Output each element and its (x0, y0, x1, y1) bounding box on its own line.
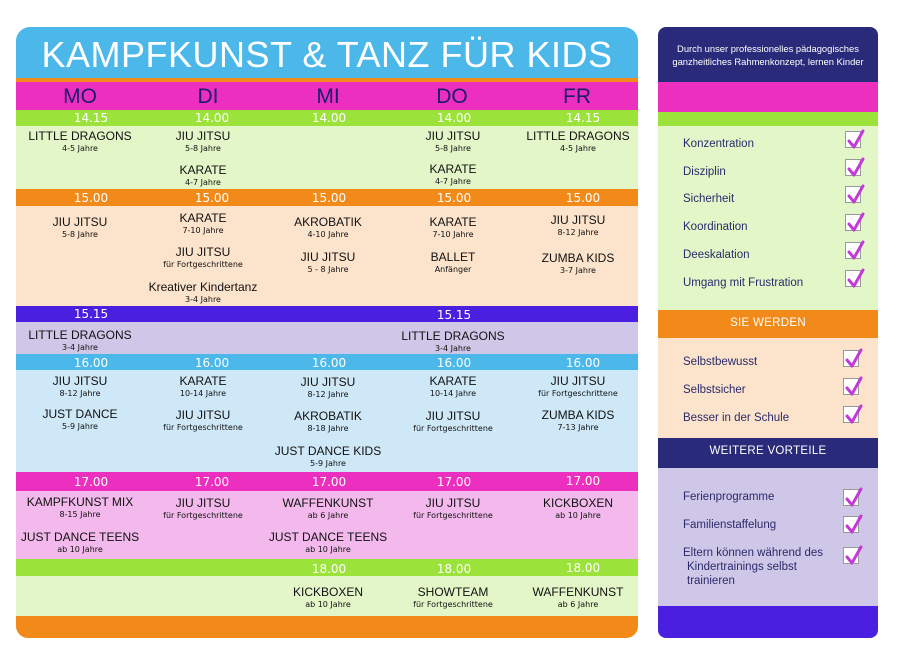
learn-item: Konzentration (683, 138, 754, 150)
check-icon (845, 270, 861, 287)
title-banner (16, 27, 638, 78)
check-icon (845, 242, 861, 259)
check-icon (843, 516, 859, 533)
time-band-17 (16, 472, 638, 491)
time-label: 17.00 (565, 474, 601, 488)
sidebar-footer-bar (658, 606, 878, 638)
class-entry: JIU JITSU 8-12 Jahre (52, 374, 108, 398)
time-label: 16.00 (311, 356, 347, 370)
time-label: 16.00 (73, 356, 109, 370)
become-item: Selbstsicher (683, 384, 746, 396)
class-entry: JIU JITSU für Fortgeschrittene (538, 374, 618, 398)
sidebar-intro: Durch unser professionelles pädagogisches ganzheitliches Rahmenkonzept, lernen Kinder (672, 43, 864, 67)
benefit-item: Eltern können während des Kindertrainings selbst trainieren (683, 547, 824, 587)
class-entry: Kreativer Kindertanz 3-4 Jahre (148, 280, 258, 304)
time-label: 18.00 (565, 561, 601, 575)
class-entry: ZUMBA KIDS 3-7 Jahre (541, 251, 615, 275)
class-entry: JUST DANCE KIDS 5-9 Jahre (274, 444, 382, 468)
learn-item: Disziplin (683, 166, 726, 178)
time-band-15 (16, 189, 638, 206)
class-entry: JIU JITSU 5 - 8 Jahre (300, 250, 356, 274)
time-label: 14.15 (565, 111, 601, 125)
day-monday: MO (63, 85, 97, 108)
time-label: 14.00 (311, 111, 347, 125)
time-label: 18.00 (436, 562, 472, 576)
check-icon (843, 547, 859, 564)
time-label: 17.00 (311, 475, 347, 489)
check-icon (845, 131, 861, 148)
check-icon (843, 489, 859, 506)
time-label: 15.00 (436, 191, 472, 205)
time-band-1515 (16, 306, 638, 322)
day-friday: FR (563, 85, 591, 108)
class-entry: JIU JITSU für Fortgeschrittene (413, 409, 493, 433)
class-entry: KAMPFKUNST MIX 8-15 Jahre (26, 495, 134, 519)
day-header-row (16, 78, 638, 110)
class-entry: JUST DANCE 5-9 Jahre (42, 407, 118, 431)
sidebar-green-bar (658, 112, 878, 126)
class-entry: JIU JITSU 8-12 Jahre (550, 213, 606, 237)
time-label: 15.00 (73, 191, 109, 205)
class-entry: KARATE 7-10 Jahre (179, 211, 227, 235)
check-icon (843, 350, 859, 367)
become-item: Besser in der Schule (683, 412, 790, 424)
check-icon (843, 406, 859, 423)
benefit-item: Familienstaffelung (683, 519, 777, 531)
check-icon (845, 214, 861, 231)
day-tuesday: DI (197, 85, 219, 108)
benefit-item: Ferienprogramme (683, 491, 775, 503)
time-label: 17.00 (436, 475, 472, 489)
class-entry: AKROBATIK 8-18 Jahre (294, 409, 362, 433)
class-entry: JIU JITSU für Fortgeschrittene (163, 245, 243, 269)
class-entry: JIU JITSU 5-8 Jahre (52, 215, 108, 239)
class-entry: KARATE 10-14 Jahre (429, 374, 477, 398)
class-entry: JIU JITSU für Fortgeschrittene (163, 496, 243, 520)
learn-item: Sicherheit (683, 193, 735, 205)
time-label: 14.00 (194, 111, 230, 125)
learn-item: Umgang mit Frustration (683, 277, 804, 289)
check-icon (843, 378, 859, 395)
learn-item: Deeskalation (683, 249, 750, 261)
time-label: 16.00 (194, 356, 230, 370)
time-label: 18.00 (311, 562, 347, 576)
class-entry: WAFFENKUNST ab 6 Jahre (532, 585, 624, 609)
class-entry: KARATE 4-7 Jahre (429, 162, 477, 186)
become-header-text: SIE WERDEN (730, 317, 806, 329)
class-entry: KICKBOXEN ab 10 Jahre (542, 496, 614, 520)
class-entry: WAFFENKUNST ab 6 Jahre (282, 496, 374, 520)
time-label: 15.15 (436, 308, 472, 322)
class-entry: JIU JITSU für Fortgeschrittene (413, 496, 493, 520)
check-icon (845, 186, 861, 203)
sidebar-become-header (658, 310, 878, 338)
time-label: 15.15 (73, 307, 109, 321)
class-entry: KARATE 10-14 Jahre (179, 374, 227, 398)
class-entry: JIU JITSU für Fortgeschrittene (163, 408, 243, 432)
time-label: 14.15 (73, 111, 109, 125)
class-entry: JUST DANCE TEENS ab 10 Jahre (20, 530, 140, 554)
class-entry: SHOWTEAM für Fortgeschrittene (413, 585, 493, 609)
time-band-14 (16, 110, 638, 126)
class-entry: KARATE 4-7 Jahre (179, 163, 227, 187)
time-label: 16.00 (436, 356, 472, 370)
class-entry: BALLET Anfänger (430, 250, 476, 274)
class-entry: JIU JITSU 5-8 Jahre (425, 129, 481, 153)
schedule-footer-bar (16, 616, 638, 638)
sidebar-intro-box (658, 27, 878, 82)
check-icon (845, 159, 861, 176)
class-entry: LITTLE DRAGONS 3-4 Jahre (28, 328, 132, 352)
day-thursday: DO (436, 85, 468, 108)
class-entry: LITTLE DRAGONS 3-4 Jahre (401, 329, 505, 353)
time-label: 14.00 (436, 111, 472, 125)
time-label: 15.00 (565, 191, 601, 205)
time-label: 17.00 (73, 475, 109, 489)
sidebar-pink-bar (658, 82, 878, 112)
page-title: KAMPFKUNST & TANZ FÜR KIDS (41, 34, 613, 75)
class-entry: JIU JITSU 5-8 Jahre (175, 129, 231, 153)
class-entry: KICKBOXEN ab 10 Jahre (292, 585, 364, 609)
become-item: Selbstbewusst (683, 356, 758, 368)
time-label: 15.00 (194, 191, 230, 205)
class-entry: LITTLE DRAGONS 4-5 Jahre (28, 129, 132, 153)
time-band-18 (16, 559, 638, 576)
day-wednesday: MI (316, 85, 340, 108)
class-entry: KARATE 7-10 Jahre (429, 215, 477, 239)
class-entry: JUST DANCE TEENS ab 10 Jahre (268, 530, 388, 554)
class-entry: JIU JITSU 8-12 Jahre (300, 375, 356, 399)
class-entry: ZUMBA KIDS 7-13 Jahre (541, 408, 615, 432)
time-label: 15.00 (311, 191, 347, 205)
class-entry: LITTLE DRAGONS 4-5 Jahre (526, 129, 630, 153)
time-band-16 (16, 354, 638, 370)
benefits-header-text: WEITERE VORTEILE (709, 445, 827, 457)
class-entry: AKROBATIK 4-10 Jahre (294, 215, 362, 239)
time-label: 16.00 (565, 356, 601, 370)
learn-item: Koordination (683, 221, 748, 233)
sidebar-benefits-header (658, 438, 878, 468)
time-label: 17.00 (194, 475, 230, 489)
